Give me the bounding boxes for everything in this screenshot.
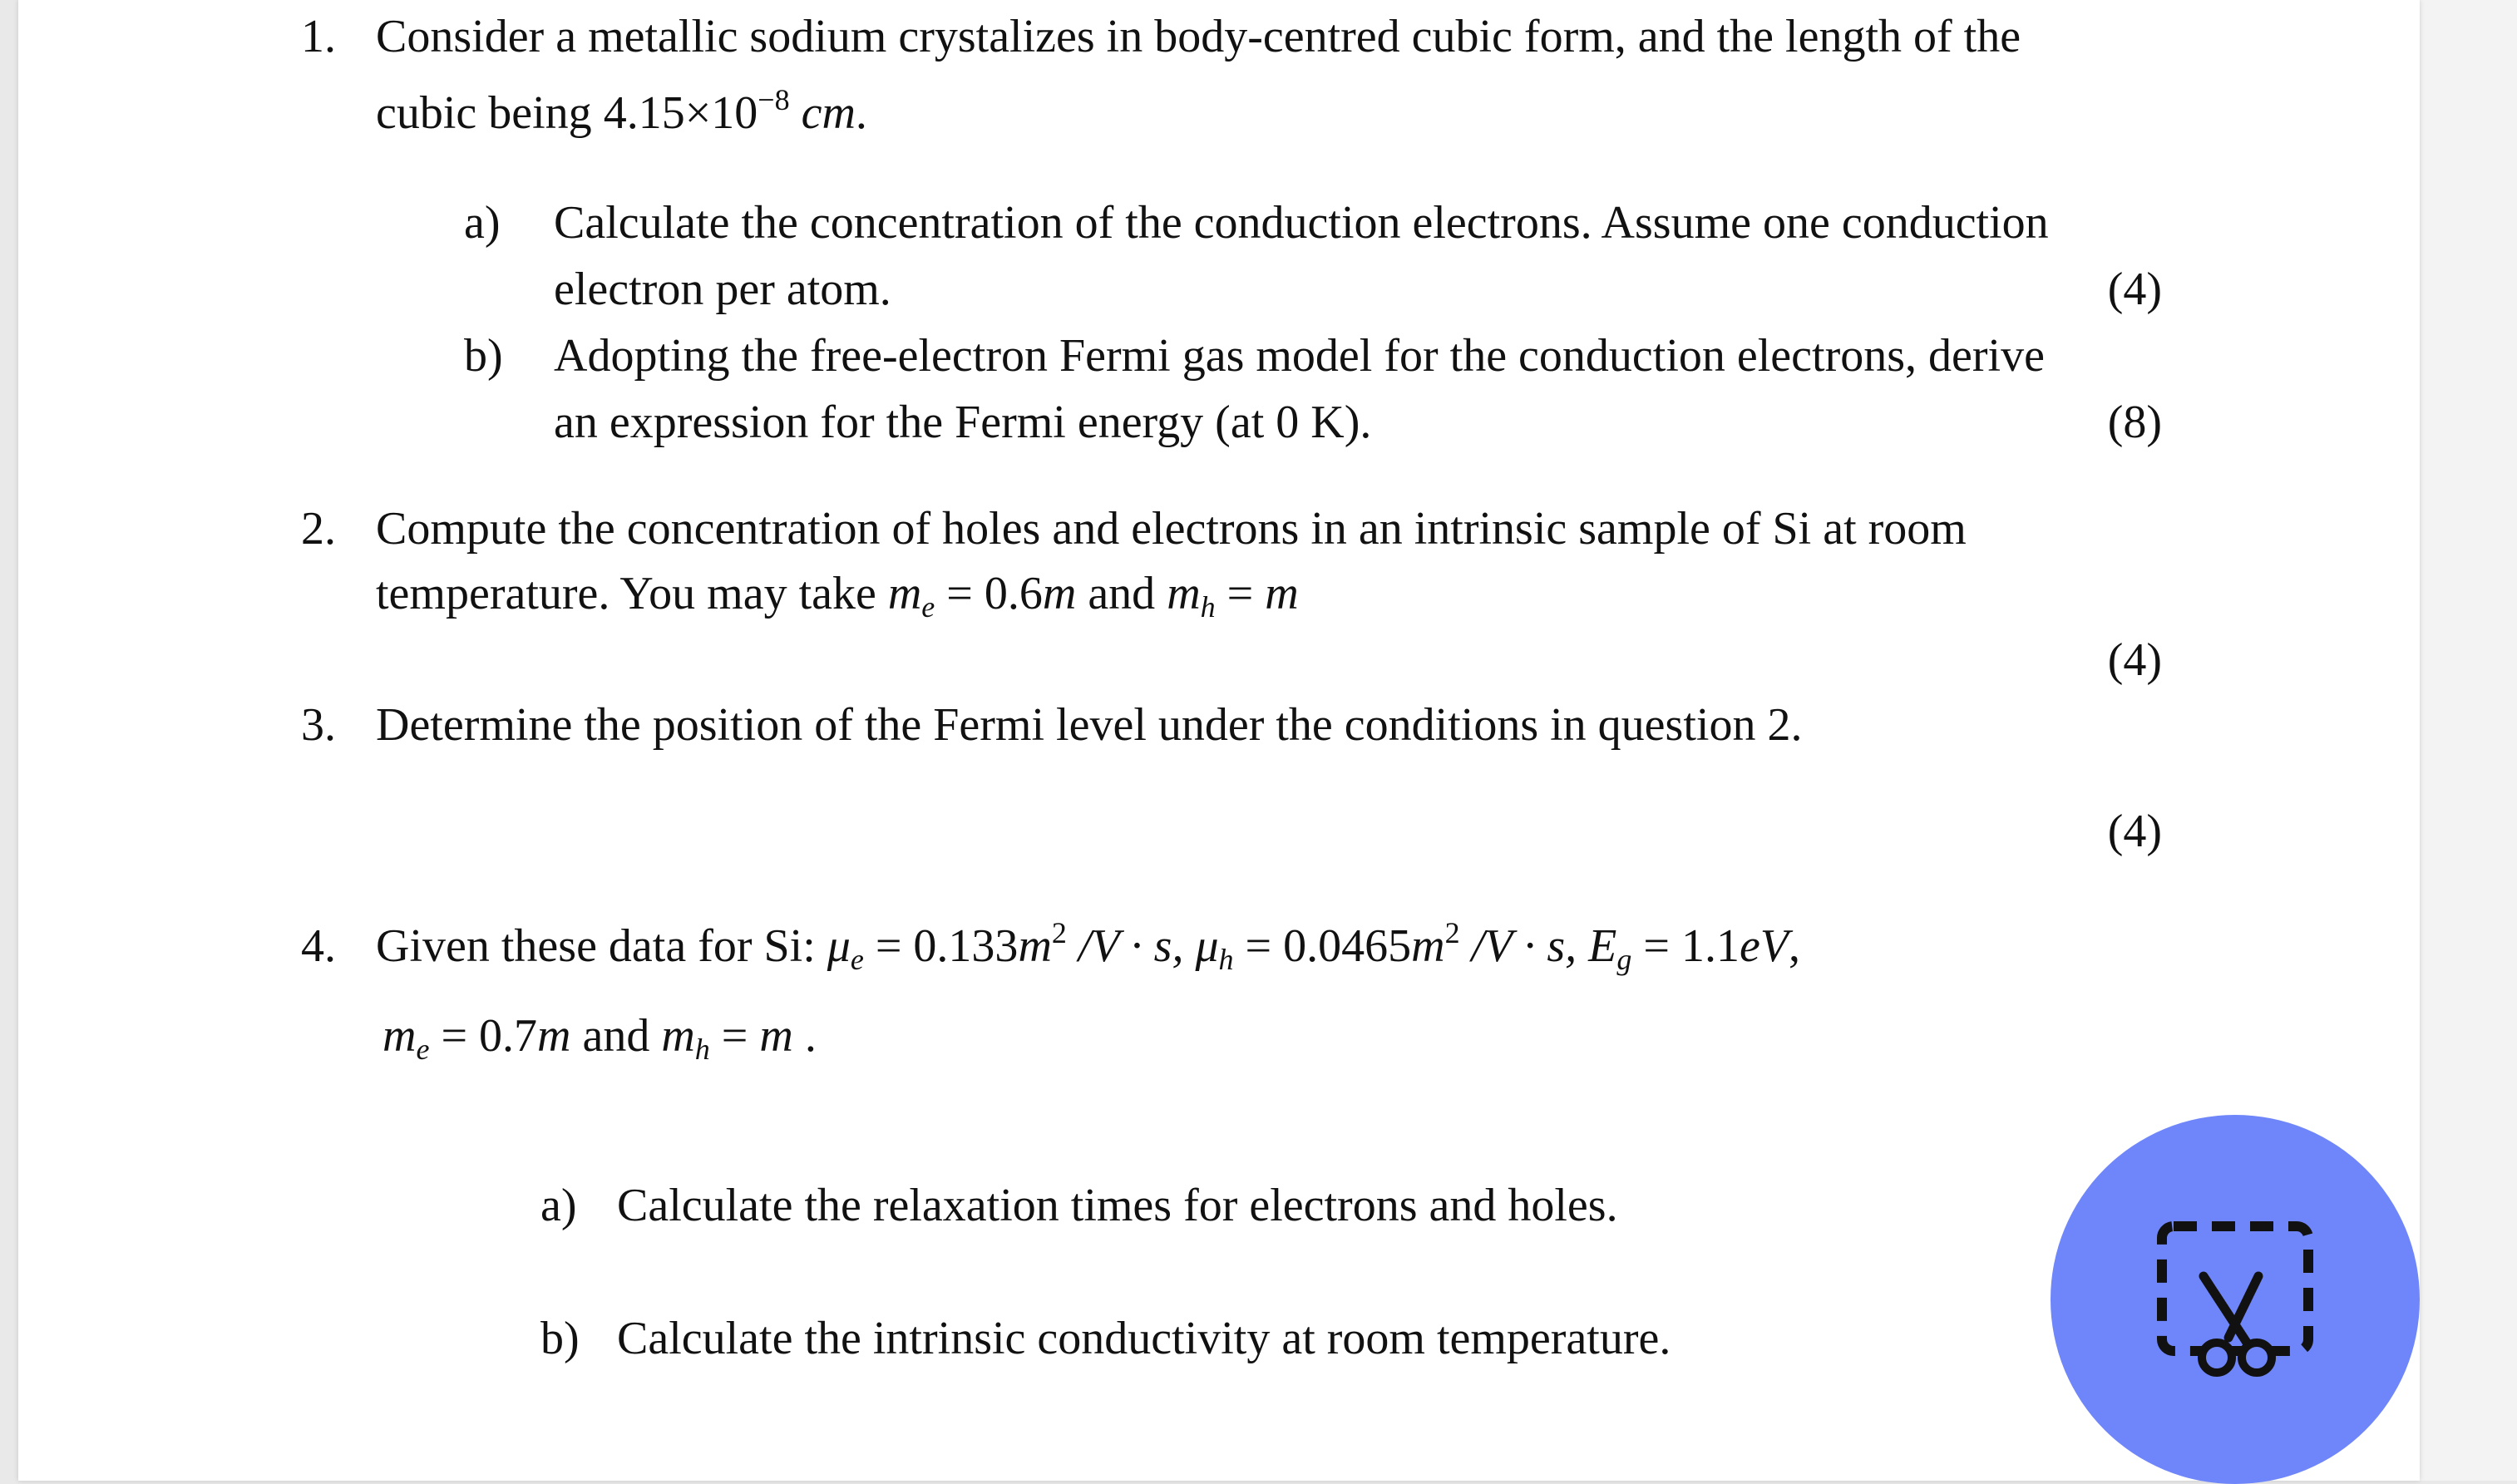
subquestion-text-line: an expression for the Fermi energy (at 0 K). (554, 397, 1372, 448)
marks: (4) (2107, 264, 2162, 315)
right-margin (2420, 0, 2517, 1481)
subquestion-text-line: Calculate the intrinsic conductivity at room temperature. (617, 1313, 1671, 1364)
subquestion-text-line: Calculate the concentration of the conduction electrons. Assume one conduction (554, 197, 2049, 249)
subquestion-text-line: Calculate the relaxation times for electrons and holes. (617, 1180, 1618, 1231)
question-text-line: $m_e = 0.7m$ and $m_h = m$ . (382, 1010, 817, 1066)
marks: (8) (2107, 397, 2162, 448)
question-text-line: Determine the position of the Fermi level under the conditions in question 2. (376, 699, 1803, 751)
question-number: 2. (301, 503, 336, 555)
question-number: 1. (301, 11, 336, 62)
subquestion-label: a) (464, 197, 501, 249)
subquestion-label: a) (540, 1180, 577, 1231)
screenshot-scissors-icon (2152, 1216, 2318, 1383)
subquestion-label: b) (464, 330, 503, 382)
marks: (4) (2107, 634, 2162, 686)
question-number: 3. (301, 699, 336, 751)
question-text-line: Compute the concentration of holes and electrons in an intrinsic sample of Si at room (376, 503, 1967, 555)
question-text-line: Given these data for Si: $\mu_e = 0.133m^2$ /V · s, $\mu_h = 0.0465m^2$ /V · s, $E_g = 1.1eV$, (376, 916, 1801, 976)
subquestion-label: b) (540, 1313, 580, 1364)
screenshot-button[interactable] (2051, 1115, 2420, 1484)
subquestion-text-line: electron per atom. (554, 264, 891, 315)
question-number: 4. (301, 920, 336, 972)
marks: (4) (2107, 806, 2162, 857)
lattice-constant: $4.15\times 10^{-8}$ cm (603, 83, 856, 139)
question-text-line: cubic being $4.15\times 10^{-8}$ cm. (376, 83, 867, 139)
question-text-line: temperature. You may take $m_e = 0.6m$ and $m_h = m$ (376, 568, 1299, 624)
subquestion-text-line: Adopting the free-electron Fermi gas model for the conduction electrons, derive (554, 330, 2045, 382)
question-text-line: Consider a metallic sodium crystalizes in body-centred cubic form, and the length of the (376, 11, 2021, 62)
